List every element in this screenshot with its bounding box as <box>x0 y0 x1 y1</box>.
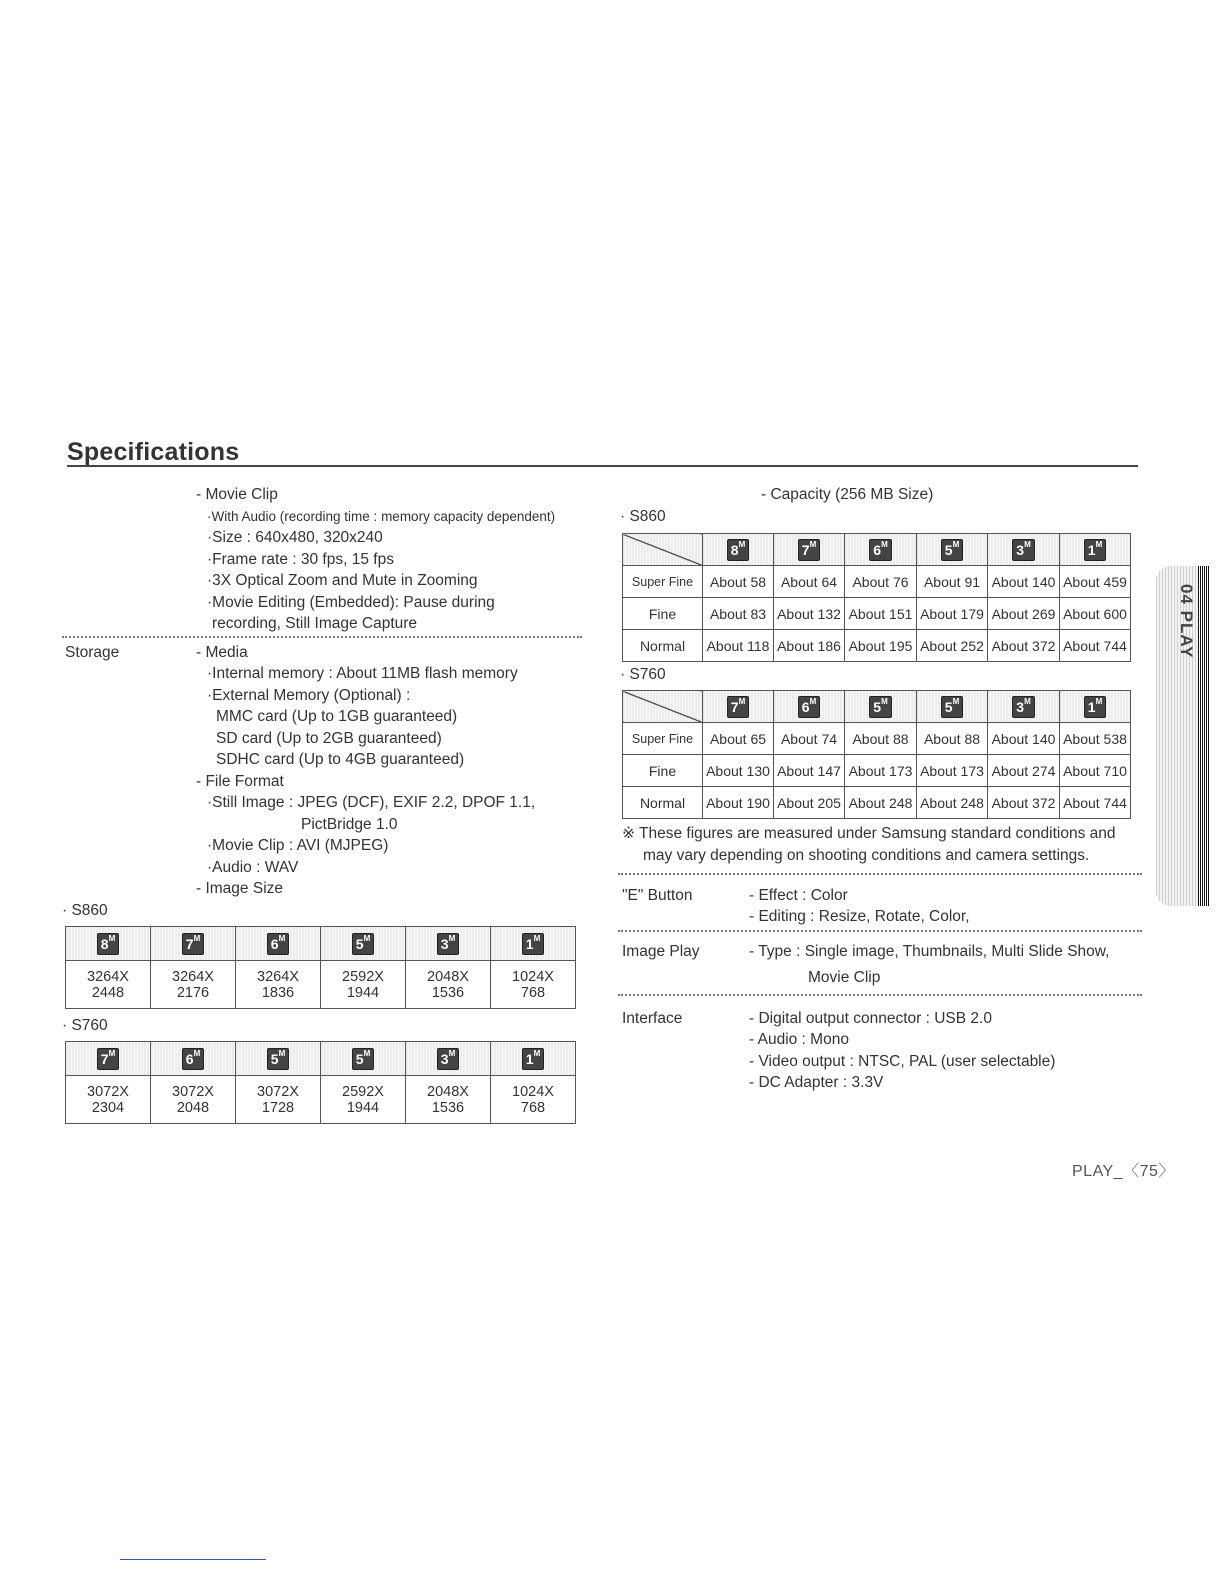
capacity-cell: About 88 <box>917 723 988 755</box>
movie-frame-rate: ·Frame rate : 30 fps, 15 fps <box>207 551 394 568</box>
capacity-cell: About 274 <box>988 755 1060 787</box>
image-size-icon: $6^M$ <box>267 933 289 955</box>
capacity-cell: About 459 <box>1060 566 1131 598</box>
quality-icon-cell <box>774 534 845 566</box>
capacity-cell: About 205 <box>774 787 845 819</box>
capacity-cell: About 151 <box>845 598 917 630</box>
image-size-icon: $5^M$ <box>267 1048 289 1070</box>
storage-mmc: MMC card (Up to 1GB guaranteed) <box>216 708 458 725</box>
capacity-cell: About 710 <box>1060 755 1131 787</box>
movie-editing-line2: recording, Still Image Capture <box>212 615 418 632</box>
capacity-cell: About 186 <box>774 630 845 662</box>
size-cell: 2048X 1536 <box>406 1076 491 1124</box>
table-row <box>623 723 1131 755</box>
storage-sdhc: SDHC card (Up to 4GB guaranteed) <box>216 751 465 768</box>
s860-capacity-table <box>622 533 1131 662</box>
image-size-icon: $6^M$ <box>869 539 891 561</box>
quality-icon-cell <box>988 691 1060 723</box>
image-size-icon: $5^M$ <box>941 539 963 561</box>
interface-audio: - Audio : Mono <box>749 1031 849 1048</box>
s860-label-right: · S860 <box>620 508 666 525</box>
e-button-editing: - Editing : Resize, Rotate, Color, <box>749 908 970 925</box>
row-label: Super Fine <box>623 723 703 755</box>
capacity-cell: About 173 <box>845 755 917 787</box>
storage-media: - Media <box>196 644 248 661</box>
title-rule <box>67 465 1138 467</box>
size-icon-cell <box>406 1042 491 1076</box>
s760-image-size-table <box>65 1041 576 1124</box>
image-size-icon: $1^M$ <box>522 1048 544 1070</box>
image-size-icon: $6^M$ <box>182 1048 204 1070</box>
size-cell: 2592X 1944 <box>321 1076 406 1124</box>
capacity-heading: - Capacity (256 MB Size) <box>761 486 934 503</box>
storage-sd: SD card (Up to 2GB guaranteed) <box>216 730 442 747</box>
image-size-icon: $3^M$ <box>1012 696 1034 718</box>
capacity-cell: About 600 <box>1060 598 1131 630</box>
capacity-cell: About 269 <box>988 598 1060 630</box>
image-size-icon: $7^M$ <box>798 539 820 561</box>
size-icon-cell <box>151 1042 236 1076</box>
capacity-cell: About 130 <box>703 755 774 787</box>
quality-icon-cell <box>845 534 917 566</box>
note-line2: may vary depending on shooting conditions and camera settings. <box>643 847 1090 864</box>
image-size-icon: $1^M$ <box>1084 539 1106 561</box>
size-cell: 3264X 1836 <box>236 961 321 1009</box>
size-icon-cell <box>236 1042 321 1076</box>
image-size-icon: $8^M$ <box>97 933 119 955</box>
table-row <box>623 566 1131 598</box>
capacity-cell: About 179 <box>917 598 988 630</box>
divider <box>62 636 582 638</box>
capacity-cell: About 372 <box>988 630 1060 662</box>
storage-internal: ·Internal memory : About 11MB flash memory <box>207 665 518 682</box>
interface-dc: - DC Adapter : 3.3V <box>749 1074 884 1091</box>
interface-digital: - Digital output connector : USB 2.0 <box>749 1010 992 1027</box>
quality-icon-cell <box>703 691 774 723</box>
size-cell: 2048X 1536 <box>406 961 491 1009</box>
note-line1: ※ These figures are measured under Samsung standard conditions and <box>622 825 1116 842</box>
movie-size: ·Size : 640x480, 320x240 <box>207 529 383 546</box>
size-cell: 1024X 768 <box>491 961 576 1009</box>
image-size-icon: $1^M$ <box>1084 696 1106 718</box>
capacity-cell: About 118 <box>703 630 774 662</box>
capacity-cell: About 252 <box>917 630 988 662</box>
file-format-audio: ·Audio : WAV <box>207 859 299 876</box>
size-icon-cell <box>491 1042 576 1076</box>
size-icon-cell <box>406 927 491 961</box>
s760-label-left: · S760 <box>62 1017 108 1034</box>
row-label: Fine <box>623 598 703 630</box>
row-label: Normal <box>623 787 703 819</box>
capacity-cell: About 248 <box>845 787 917 819</box>
movie-clip-heading: - Movie Clip <box>196 486 278 503</box>
corner-cell <box>623 534 703 566</box>
e-button-effect: - Effect : Color <box>749 887 848 904</box>
image-size-heading: - Image Size <box>196 880 284 897</box>
file-format-heading: - File Format <box>196 773 284 790</box>
capacity-cell: About 372 <box>988 787 1060 819</box>
quality-icon-cell <box>917 691 988 723</box>
quality-icon-cell <box>1060 534 1131 566</box>
divider <box>618 994 1142 996</box>
image-play-type-line2: Movie Clip <box>808 969 881 986</box>
footer-line <box>120 1559 266 1560</box>
quality-icon-cell <box>703 534 774 566</box>
page-number: PLAY_〈75〉 <box>1072 1163 1175 1180</box>
image-size-icon: $5^M$ <box>352 1048 374 1070</box>
capacity-cell: About 64 <box>774 566 845 598</box>
size-cell: 3264X 2176 <box>151 961 236 1009</box>
capacity-cell: About 190 <box>703 787 774 819</box>
image-size-icon: $7^M$ <box>97 1048 119 1070</box>
quality-icon-cell <box>1060 691 1131 723</box>
quality-icon-cell <box>917 534 988 566</box>
size-icon-cell <box>151 927 236 961</box>
capacity-cell: About 91 <box>917 566 988 598</box>
size-cell: 3072X 1728 <box>236 1076 321 1124</box>
size-icon-cell <box>66 927 151 961</box>
image-size-icon: $3^M$ <box>437 1048 459 1070</box>
image-size-icon: $6^M$ <box>798 696 820 718</box>
size-cell: 3072X 2048 <box>151 1076 236 1124</box>
capacity-cell: About 173 <box>917 755 988 787</box>
capacity-cell: About 83 <box>703 598 774 630</box>
size-icon-cell <box>321 1042 406 1076</box>
size-icon-cell <box>236 927 321 961</box>
table-row <box>623 598 1131 630</box>
movie-editing-line1: ·Movie Editing (Embedded): Pause during <box>207 594 495 611</box>
capacity-cell: About 76 <box>845 566 917 598</box>
capacity-cell: About 132 <box>774 598 845 630</box>
capacity-cell: About 147 <box>774 755 845 787</box>
image-size-icon: $5^M$ <box>941 696 963 718</box>
size-cell: 2592X 1944 <box>321 961 406 1009</box>
image-play-label: Image Play <box>622 943 700 960</box>
size-icon-cell <box>66 1042 151 1076</box>
file-format-movie: ·Movie Clip : AVI (MJPEG) <box>207 837 389 854</box>
capacity-cell: About 88 <box>845 723 917 755</box>
image-size-icon: $3^M$ <box>437 933 459 955</box>
file-format-still-line2: PictBridge 1.0 <box>301 816 398 833</box>
capacity-cell: About 74 <box>774 723 845 755</box>
size-cell: 1024X 768 <box>491 1076 576 1124</box>
size-icon-cell <box>491 927 576 961</box>
size-cell: 3072X 2304 <box>66 1076 151 1124</box>
size-cell: 3264X 2448 <box>66 961 151 1009</box>
image-size-icon: $5^M$ <box>869 696 891 718</box>
capacity-cell: About 140 <box>988 566 1060 598</box>
s760-capacity-table <box>622 690 1131 819</box>
chapter-side-tab-edge <box>1198 566 1210 906</box>
quality-icon-cell <box>988 534 1060 566</box>
s760-label-right: · S760 <box>620 666 666 683</box>
row-label: Normal <box>623 630 703 662</box>
table-row <box>623 787 1131 819</box>
image-size-icon: $8^M$ <box>727 539 749 561</box>
movie-zoom: ·3X Optical Zoom and Mute in Zooming <box>207 572 478 589</box>
row-label: Fine <box>623 755 703 787</box>
divider <box>618 873 1142 875</box>
capacity-cell: About 538 <box>1060 723 1131 755</box>
interface-video: - Video output : NTSC, PAL (user selectable) <box>749 1053 1056 1070</box>
corner-cell <box>623 691 703 723</box>
quality-icon-cell <box>845 691 917 723</box>
divider <box>618 930 1142 932</box>
storage-external: ·External Memory (Optional) : <box>207 687 411 704</box>
s860-label-left: · S860 <box>62 902 108 919</box>
capacity-cell: About 65 <box>703 723 774 755</box>
image-size-icon: $5^M$ <box>352 933 374 955</box>
image-size-icon: $1^M$ <box>522 933 544 955</box>
capacity-cell: About 58 <box>703 566 774 598</box>
storage-label: Storage <box>65 644 120 661</box>
row-label: Super Fine <box>623 566 703 598</box>
image-size-icon: $7^M$ <box>727 696 749 718</box>
table-row <box>623 630 1131 662</box>
size-icon-cell <box>321 927 406 961</box>
quality-icon-cell <box>774 691 845 723</box>
capacity-cell: About 248 <box>917 787 988 819</box>
capacity-cell: About 744 <box>1060 630 1131 662</box>
movie-with-audio: ·With Audio (recording time : memory capacity dependent) <box>207 509 556 524</box>
image-size-icon: $7^M$ <box>182 933 204 955</box>
e-button-label: "E" Button <box>622 887 693 904</box>
capacity-cell: About 744 <box>1060 787 1131 819</box>
image-play-type-line1: - Type : Single image, Thumbnails, Multi Slide Show, <box>749 943 1110 960</box>
capacity-cell: About 195 <box>845 630 917 662</box>
page-title: Specifications <box>67 438 240 466</box>
chapter-side-tab-label: 04 PLAY <box>1177 584 1196 659</box>
file-format-still-line1: ·Still Image : JPEG (DCF), EXIF 2.2, DPOF 1.1, <box>207 794 536 811</box>
capacity-cell: About 140 <box>988 723 1060 755</box>
image-size-icon: $3^M$ <box>1012 539 1034 561</box>
table-row <box>623 755 1131 787</box>
interface-label: Interface <box>622 1010 683 1027</box>
s860-image-size-table <box>65 926 576 1009</box>
